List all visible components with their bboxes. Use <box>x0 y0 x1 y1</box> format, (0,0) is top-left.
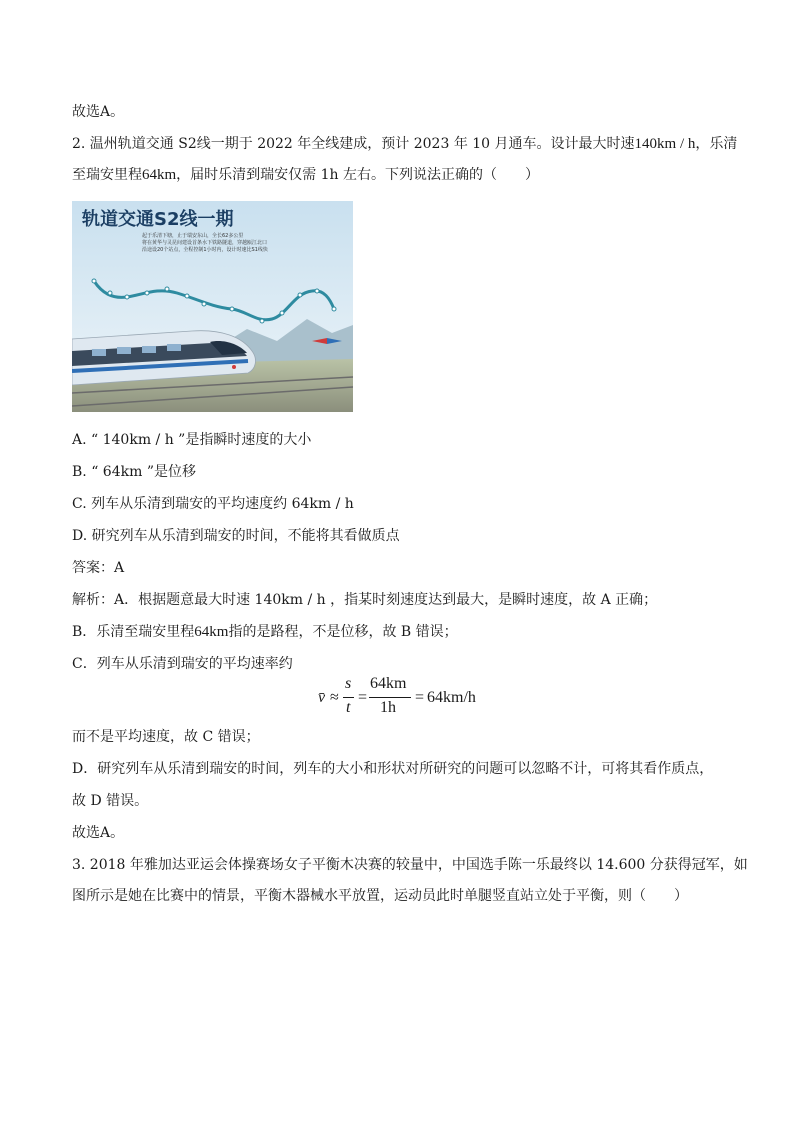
explanation-b <box>72 622 458 642</box>
explanation-d-conclusion: 故 D 错误。 <box>72 793 149 809</box>
question-3-line-1: 3. 2018 年雅加达亚运会体操赛场女子平衡木决赛的较量中，中国选手陈一乐最终以 14.600 分获得冠军，如 <box>72 857 748 873</box>
s2-line-illustration <box>72 201 353 412</box>
figure-title: 轨道交通S2线一期 <box>82 209 234 230</box>
formula-vbar: v̄ <box>318 689 326 706</box>
s2-line-figure <box>72 201 353 412</box>
question-3-line-2: 图所示是她在比赛中的情景，平衡木器械水平放置，运动员此时单腿竖直站立处于平衡，则（ ） <box>72 888 688 904</box>
formula-denominator: 1h <box>380 699 396 716</box>
math-speed: 140km / h <box>634 136 696 152</box>
explanation-c: C．列车从乐清到瑞安的平均速率约 <box>72 656 293 672</box>
math-distance: 64km <box>194 624 229 640</box>
explanation-a: 解析：A．根据题意最大时速 140km / h ，指某时刻速度达到最大，是瞬时速度，故 A 正确； <box>72 592 658 608</box>
text-line: 故选A。 <box>72 825 125 841</box>
text-span: 2. 温州轨道交通 S2线一期于 2022 年全线建成，预计 2023 年 10 月通车。设计最大时速 <box>72 136 635 152</box>
text-span: ，乐清 <box>695 136 738 152</box>
figure-caption-2: 将在黄华与灵昆间建设首条水下铁路隧道，穿越瓯江北口 <box>142 240 268 246</box>
figure-caption-1: 起于乐清下塘，止于瑞安东山，全长62多公里 <box>142 233 244 239</box>
formula-equals: = <box>358 689 368 706</box>
fraction-bar <box>369 697 411 698</box>
formula-equals: = <box>415 689 425 706</box>
text-span: B．乐清至瑞安里程 <box>72 624 195 640</box>
question-2-line-2 <box>72 165 539 185</box>
option-b: B. “ 64km ”是位移 <box>72 464 196 480</box>
option-d: D. 研究列车从乐清到瑞安的时间，不能将其看做质点 <box>72 528 400 544</box>
explanation-d: D．研究列车从乐清到瑞安的时间，列车的大小和形状对所研究的问题可以忽略不计，可将其看作质点， <box>72 761 714 777</box>
formula-t: t <box>346 699 351 716</box>
explanation-c-conclusion: 而不是平均速度，故 C 错误； <box>72 729 260 745</box>
formula-result: 64km/h <box>427 689 476 706</box>
figure-caption-3: 沿途设20个站点，全程控制1小时内，设计时速比S1线快 <box>142 247 268 253</box>
text-line: 故选A。 <box>72 104 125 120</box>
option-c: C. 列车从乐清到瑞安的平均速度约 64km / h <box>72 496 354 512</box>
text-span: 指的是路程，不是位移，故 B 错误； <box>228 624 458 640</box>
question-2-line-1 <box>72 134 737 154</box>
formula-approx: ≈ <box>330 689 339 706</box>
math-distance: 64km <box>142 167 177 183</box>
text-span: 至瑞安里程 <box>72 167 142 183</box>
formula-numerator: 64km <box>370 675 407 692</box>
text-span: ，届时乐清到瑞安仅需 1h 左右。下列说法正确的（ ） <box>176 167 539 183</box>
answer: 答案：A <box>72 560 125 576</box>
option-a: A. “ 140km / h ”是指瞬时速度的大小 <box>72 432 312 448</box>
formula-s: s <box>345 675 352 692</box>
fraction-bar <box>343 697 354 698</box>
